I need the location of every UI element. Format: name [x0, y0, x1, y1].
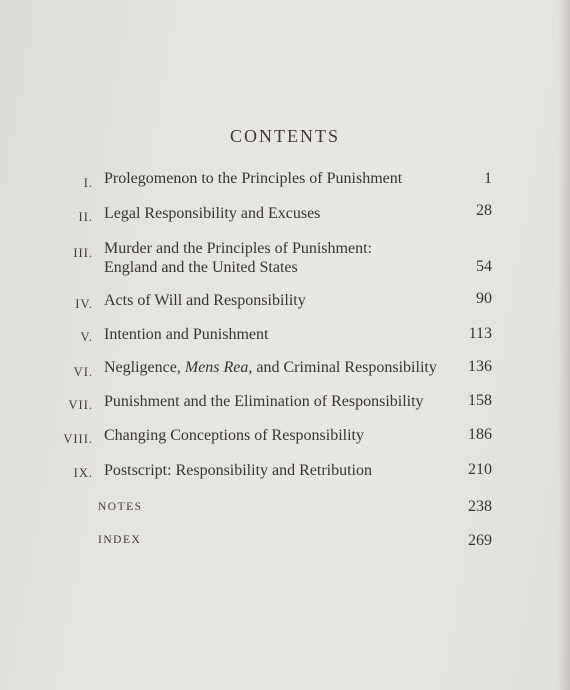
- chapter-title: Changing Conceptions of Responsibility: [104, 427, 364, 444]
- page-number: 28: [476, 202, 492, 219]
- page-number: 238: [468, 498, 492, 515]
- chapter-title-continued: England and the United States: [104, 259, 298, 276]
- back-matter-label: NOTES: [98, 501, 143, 513]
- page-number: 113: [468, 325, 492, 342]
- chapter-numeral: VIII.: [63, 432, 93, 446]
- page-number: 210: [468, 461, 492, 478]
- chapter-title: Punishment and the Elimination of Responsibility: [104, 393, 424, 410]
- page-number: 136: [468, 358, 492, 375]
- page-number: 158: [468, 392, 492, 409]
- chapter-numeral: VI.: [73, 365, 93, 379]
- chapter-numeral: III.: [73, 246, 93, 260]
- contents-heading: CONTENTS: [230, 126, 340, 146]
- chapter-numeral: VII.: [68, 398, 93, 412]
- page-number: 90: [476, 290, 492, 307]
- chapter-title-part: Negligence,: [104, 359, 185, 376]
- chapter-title: Prolegomenon to the Principles of Punishment: [104, 170, 403, 187]
- back-matter-label: INDEX: [98, 534, 142, 546]
- chapter-title: Intention and Punishment: [104, 326, 269, 343]
- chapter-title: Postscript: Responsibility and Retribution: [104, 462, 372, 479]
- chapter-title: Acts of Will and Responsibility: [104, 292, 306, 309]
- chapter-numeral: IX.: [73, 466, 93, 480]
- chapter-numeral: II.: [78, 210, 93, 224]
- page-number: 269: [468, 532, 492, 549]
- chapter-numeral: IV.: [75, 297, 93, 311]
- chapter-title: Legal Responsibility and Excuses: [104, 205, 321, 222]
- chapter-title: [104, 358, 437, 377]
- chapter-title: Murder and the Principles of Punishment:: [104, 240, 372, 257]
- page-number: 186: [468, 426, 492, 443]
- chapter-numeral: V.: [80, 330, 93, 344]
- page-number: 1: [484, 170, 492, 187]
- page-number: 54: [476, 258, 492, 275]
- chapter-numeral: I.: [83, 176, 93, 190]
- chapter-title-italic: Mens Rea: [184, 359, 249, 376]
- chapter-title-part: , and Criminal Responsibility: [248, 359, 437, 376]
